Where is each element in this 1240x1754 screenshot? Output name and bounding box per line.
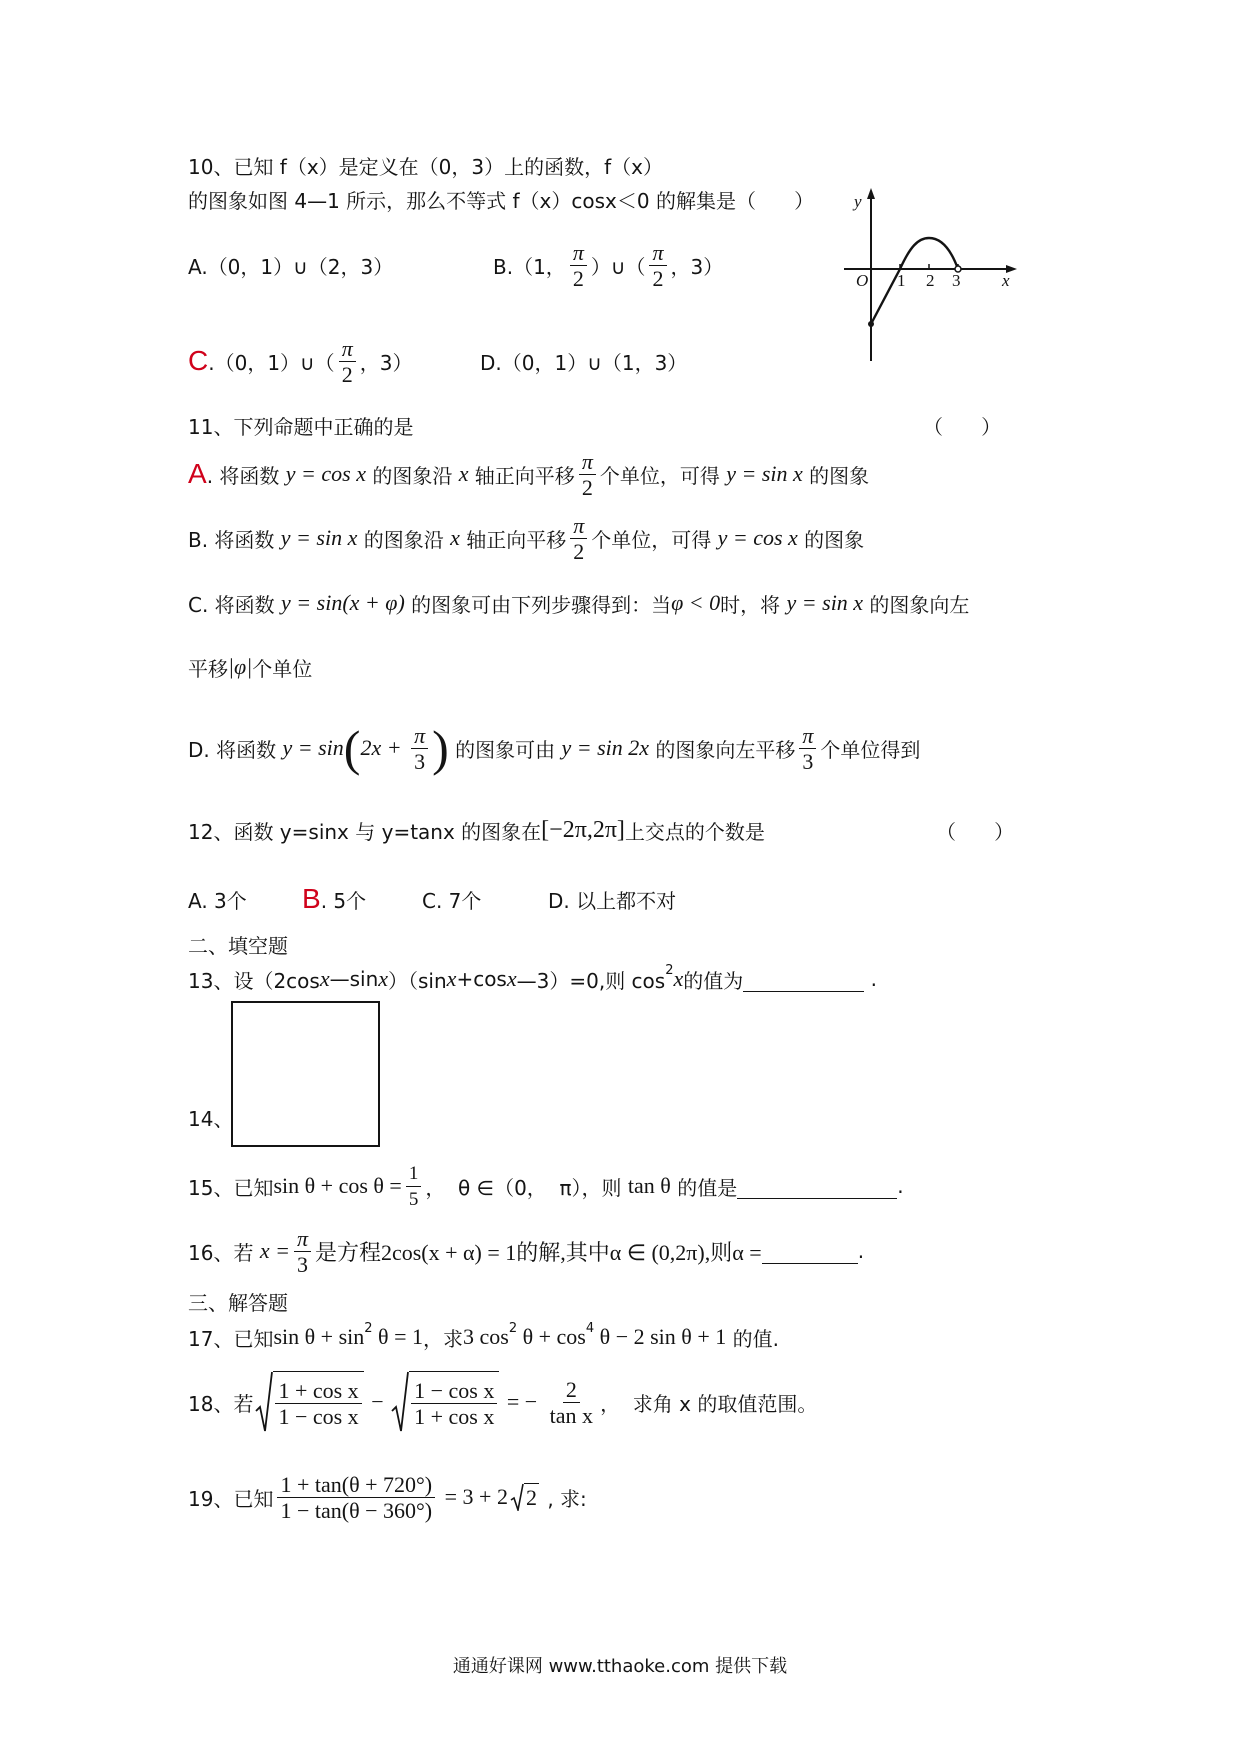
fraction-denominator: 2	[652, 265, 664, 291]
q12-option-c-text: C. 7个	[422, 888, 482, 913]
q11-c-text-3: 时，将	[720, 592, 787, 617]
q15-text-4: .	[897, 1174, 904, 1198]
y-axis-arrow	[867, 188, 875, 199]
q11-option-c-line-2	[188, 647, 312, 687]
q19	[188, 1462, 587, 1532]
q15-math-1: sin θ + cos θ =	[273, 1173, 402, 1198]
fraction-denominator: 1 − cos x	[278, 1404, 359, 1429]
q10-option-a	[188, 245, 393, 285]
q13-text-3: ）（sin	[388, 968, 447, 993]
q13-var-x: x	[319, 966, 330, 991]
q11-b-text-4: 个单位，可得	[591, 527, 718, 552]
q10-stem-text-1: 10、已知 f（x）是定义在（0，3）上的函数，f（x）	[188, 154, 664, 179]
q12-stem	[188, 810, 765, 850]
x-tick-label-1: 1	[897, 271, 906, 290]
q13-var-x: x	[446, 966, 457, 991]
fraction-denominator: 2	[341, 361, 353, 387]
fraction	[277, 1472, 435, 1523]
radicand	[409, 1371, 499, 1433]
q11-d-math-3: y = sin 2x	[561, 735, 650, 760]
q13-text-5: —3）=0,则 cos	[516, 968, 666, 993]
square-root	[255, 1371, 363, 1433]
square-root	[391, 1371, 499, 1433]
q18-text-2: ， 求角 x 的取值范围。	[600, 1391, 818, 1416]
fraction-numerator: π	[339, 336, 356, 362]
q17	[188, 1317, 779, 1357]
q11-option-b	[188, 510, 864, 566]
q12-option-a-text: A. 3个	[188, 888, 247, 913]
q11-answer-paren	[923, 405, 1001, 445]
section-2-title: 二、填空题	[188, 933, 288, 958]
q11-stem	[188, 405, 413, 445]
q13-answer-blank	[743, 967, 864, 992]
q11-a-math-2: x	[458, 461, 469, 486]
q10-option-a-text: A.（0，1）∪（2，3）	[188, 254, 394, 279]
q17-math-5: θ − 2 sin θ + 1	[594, 1324, 727, 1349]
q19-text-2: , 求:	[540, 1486, 587, 1511]
q11-a-text-4: 个单位，可得	[599, 463, 727, 488]
q12-text-1: 12、函数 y=sinx 与 y=tanx 的图象在	[188, 819, 542, 844]
q16-math-1: x =	[259, 1238, 290, 1263]
q11-a-math-1: y = cos x	[285, 461, 366, 486]
q11-d-text-1: D. 将函数	[188, 737, 283, 762]
fraction-denominator: 2	[573, 538, 585, 564]
radical-sign-icon	[510, 1483, 524, 1511]
radicand	[273, 1371, 363, 1433]
y-axis-label: y	[854, 192, 862, 211]
q10-stem-text-2: 的图象如图 4—1 所示，那么不等式 f（x）cosx＜0 的解集是（ ）	[188, 188, 815, 213]
fraction	[799, 723, 816, 774]
q12-option-b-text: . 5个	[320, 888, 367, 913]
fraction	[547, 1377, 596, 1428]
q12-option-d-text: D. 以上都不对	[548, 888, 677, 913]
q15-text-1: 15、已知	[188, 1175, 274, 1200]
section-3-title: 三、解答题	[188, 1290, 288, 1315]
q11-c-line2-text-2: 个单位	[252, 656, 313, 681]
fraction	[294, 1226, 311, 1277]
curve-start-point	[868, 321, 874, 327]
left-parenthesis: (	[343, 720, 361, 776]
fraction-numerator: 1	[406, 1161, 422, 1187]
q10-option-b-text-2: ）∪（	[590, 254, 646, 279]
x-tick-label-2: 2	[926, 271, 935, 290]
answer-mark: A	[188, 458, 207, 489]
q10-option-c-text-2: ，3）	[359, 350, 413, 375]
q18	[188, 1367, 817, 1437]
function-curve	[871, 238, 958, 324]
q11-c-text-1: C. 将函数	[188, 592, 282, 617]
q13-text-6: 的值为	[683, 968, 744, 993]
q16	[188, 1223, 864, 1279]
fraction-denominator: 3	[296, 1251, 308, 1277]
q10-option-d	[480, 341, 687, 381]
section-heading-solve	[188, 1281, 288, 1321]
fraction-numerator: 1 + tan(θ + 720°)	[277, 1472, 435, 1498]
q11-option-d	[188, 718, 920, 778]
q18-text-1: 18、若	[188, 1391, 254, 1416]
q16-answer-blank	[762, 1239, 858, 1264]
q11-b-text-5: 的图象	[797, 527, 865, 552]
q15-math-2: tan θ	[627, 1173, 671, 1198]
q15-text-3: 的值是	[670, 1175, 738, 1200]
fraction-denominator: 1 − tan(θ − 360°)	[280, 1497, 433, 1523]
q17-superscript: 2	[508, 1320, 518, 1336]
q13-text-2: —sin	[329, 967, 379, 991]
q11-d-math-1: y = sin	[282, 735, 344, 760]
q13-var-x: x	[673, 966, 684, 991]
q11-b-math-1: y = sin x	[280, 525, 358, 550]
fraction-numerator: π	[649, 240, 666, 266]
q11-a-text-5: 的图象	[802, 463, 870, 488]
fraction-denominator: 3	[414, 748, 426, 774]
square-root	[510, 1483, 539, 1511]
q11-d-text-2: 的图象可由	[448, 737, 562, 762]
q11-c-text-4: 的图象向左	[863, 592, 970, 617]
q11-d-text-4: 个单位得到	[820, 737, 921, 762]
fraction-numerator: 1 − cos x	[411, 1378, 497, 1404]
q18-minus: −	[365, 1389, 390, 1414]
q11-a-text-3: 轴正向平移	[468, 463, 575, 488]
q12-option-a	[188, 879, 247, 919]
fraction	[579, 449, 596, 500]
q19-text-1: 19、已知	[188, 1486, 274, 1511]
origin-label: O	[856, 271, 869, 290]
fraction-denominator: 2	[581, 474, 593, 500]
q17-text-1: 17、已知	[188, 1326, 274, 1351]
q15-text-2: ， θ ∈（0， π），则	[425, 1175, 628, 1200]
q13-text-7: .	[864, 967, 877, 991]
q17-math-1: sin θ + sin	[273, 1324, 365, 1349]
q13	[188, 959, 877, 999]
q11-d-math-2: 2x +	[360, 735, 408, 760]
figure-4-1-graph	[840, 185, 1020, 365]
q11-option-c	[188, 583, 969, 623]
q10-option-b-text-1: B.（1，	[493, 254, 566, 279]
q11-a-text-2: 的图象沿	[365, 463, 459, 488]
q11-c-line2-text-1: 平移	[188, 656, 228, 681]
q13-text-1: 13、设（2cos	[188, 968, 320, 993]
q16-text-2: 是方程2cos(x + α) = 1的解,其中α ∈ (0,2π),则α =	[314, 1239, 762, 1265]
answer-mark: B	[302, 883, 321, 914]
x-axis-label: x	[1002, 271, 1010, 290]
q10-option-b-text-3: ，3）	[670, 254, 724, 279]
q12-paren-text: （ ）	[936, 819, 1015, 844]
q17-text-3: 的值.	[726, 1326, 779, 1351]
fraction-numerator: π	[579, 449, 596, 475]
q17-math-2: θ = 1	[372, 1324, 423, 1349]
fraction-denominator: tan x	[549, 1402, 594, 1428]
q15	[188, 1158, 904, 1214]
radical-sign-icon	[391, 1371, 409, 1433]
q11-stem-text: 11、下列命题中正确的是	[188, 414, 414, 439]
fraction-numerator: π	[570, 513, 587, 539]
q12-option-d	[548, 879, 676, 919]
q11-c-text-2: 的图象可由下列步骤得到：当	[404, 592, 672, 617]
x-tick-label-3: 3	[952, 271, 961, 290]
fraction-numerator: π	[411, 723, 428, 749]
fraction	[570, 513, 587, 564]
q14-image-box	[231, 1001, 380, 1147]
q10-option-b	[493, 237, 723, 293]
q11-a-text-1: . 将函数	[206, 463, 286, 488]
q11-c-math-2: φ < 0	[671, 590, 721, 615]
q19-equals: = 3 + 2	[439, 1484, 508, 1509]
fraction-denominator: 2	[572, 265, 584, 291]
q10-option-d-text: D.（0，1）∪（1，3）	[480, 350, 688, 375]
q12-interval: [−2π,2π]	[541, 816, 625, 843]
fraction-denominator: 3	[802, 748, 814, 774]
q11-b-text-3: 轴正向平移	[459, 527, 567, 552]
fraction	[275, 1378, 361, 1429]
q12-option-b	[302, 879, 366, 919]
radical-sign-icon	[255, 1371, 273, 1433]
q11-c-math-3: y = sin x	[786, 590, 864, 615]
q11-d-text-3: 的图象向左平移	[649, 737, 796, 762]
fraction-denominator: 5	[408, 1188, 419, 1210]
fraction-numerator: 2	[563, 1377, 580, 1403]
q10-stem-line-2	[188, 179, 814, 219]
fraction-numerator: π	[294, 1226, 311, 1252]
q11-paren-text: （ ）	[923, 414, 1002, 439]
fraction	[570, 240, 587, 291]
q11-b-math-2: x	[450, 525, 460, 550]
fraction-numerator: π	[570, 240, 587, 266]
q12-option-c	[422, 879, 481, 919]
fraction	[411, 723, 428, 774]
fraction	[406, 1161, 422, 1212]
q11-c-line2-math: |φ|	[228, 654, 253, 679]
right-parenthesis: )	[432, 720, 449, 776]
q17-math-3: 3 cos	[462, 1324, 509, 1349]
q11-c-math-1: y = sin(x + φ)	[281, 590, 405, 615]
q10-option-c-text-1: .（0，1）∪（	[208, 350, 335, 375]
q11-option-a	[188, 446, 869, 502]
fraction	[411, 1378, 497, 1429]
q13-superscript: 2	[665, 962, 674, 978]
q14-number: 14、	[188, 1106, 234, 1131]
q17-superscript: 4	[585, 1320, 595, 1336]
footer-text: 通通好课网 www.tthaoke.com 提供下载	[452, 1656, 788, 1677]
page-footer	[0, 1645, 1240, 1685]
q18-equals: = −	[501, 1389, 543, 1414]
fraction-numerator: 1 + cos x	[275, 1378, 361, 1404]
q11-b-math-3: y = cos x	[717, 525, 798, 550]
q17-math-4: θ + cos	[517, 1324, 586, 1349]
fraction	[649, 240, 666, 291]
q13-text-4: +cos	[456, 967, 507, 991]
q11-b-text-2: 的图象沿	[357, 527, 451, 552]
q11-b-text-1: B. 将函数	[188, 527, 281, 552]
radicand: 2	[525, 1484, 537, 1510]
q12-answer-paren	[936, 810, 1014, 850]
q12-text-2: 上交点的个数是	[624, 819, 765, 844]
answer-mark: C	[188, 345, 209, 376]
q13-var-x: x	[506, 966, 517, 991]
fraction	[339, 336, 356, 387]
q10-option-c	[188, 333, 412, 389]
fraction-denominator: 1 + cos x	[414, 1404, 495, 1429]
q13-var-x: x	[378, 966, 389, 991]
q11-a-math-3: y = sin x	[726, 461, 803, 486]
q15-answer-blank	[737, 1174, 897, 1199]
q16-text-3: .	[857, 1239, 865, 1263]
q17-superscript: 2	[364, 1320, 373, 1336]
q14	[188, 1097, 233, 1137]
q16-text-1: 16、若	[188, 1240, 260, 1265]
q17-text-2: ，求	[422, 1326, 463, 1351]
section-heading-fill-in	[188, 924, 288, 964]
fraction-numerator: π	[799, 723, 816, 749]
